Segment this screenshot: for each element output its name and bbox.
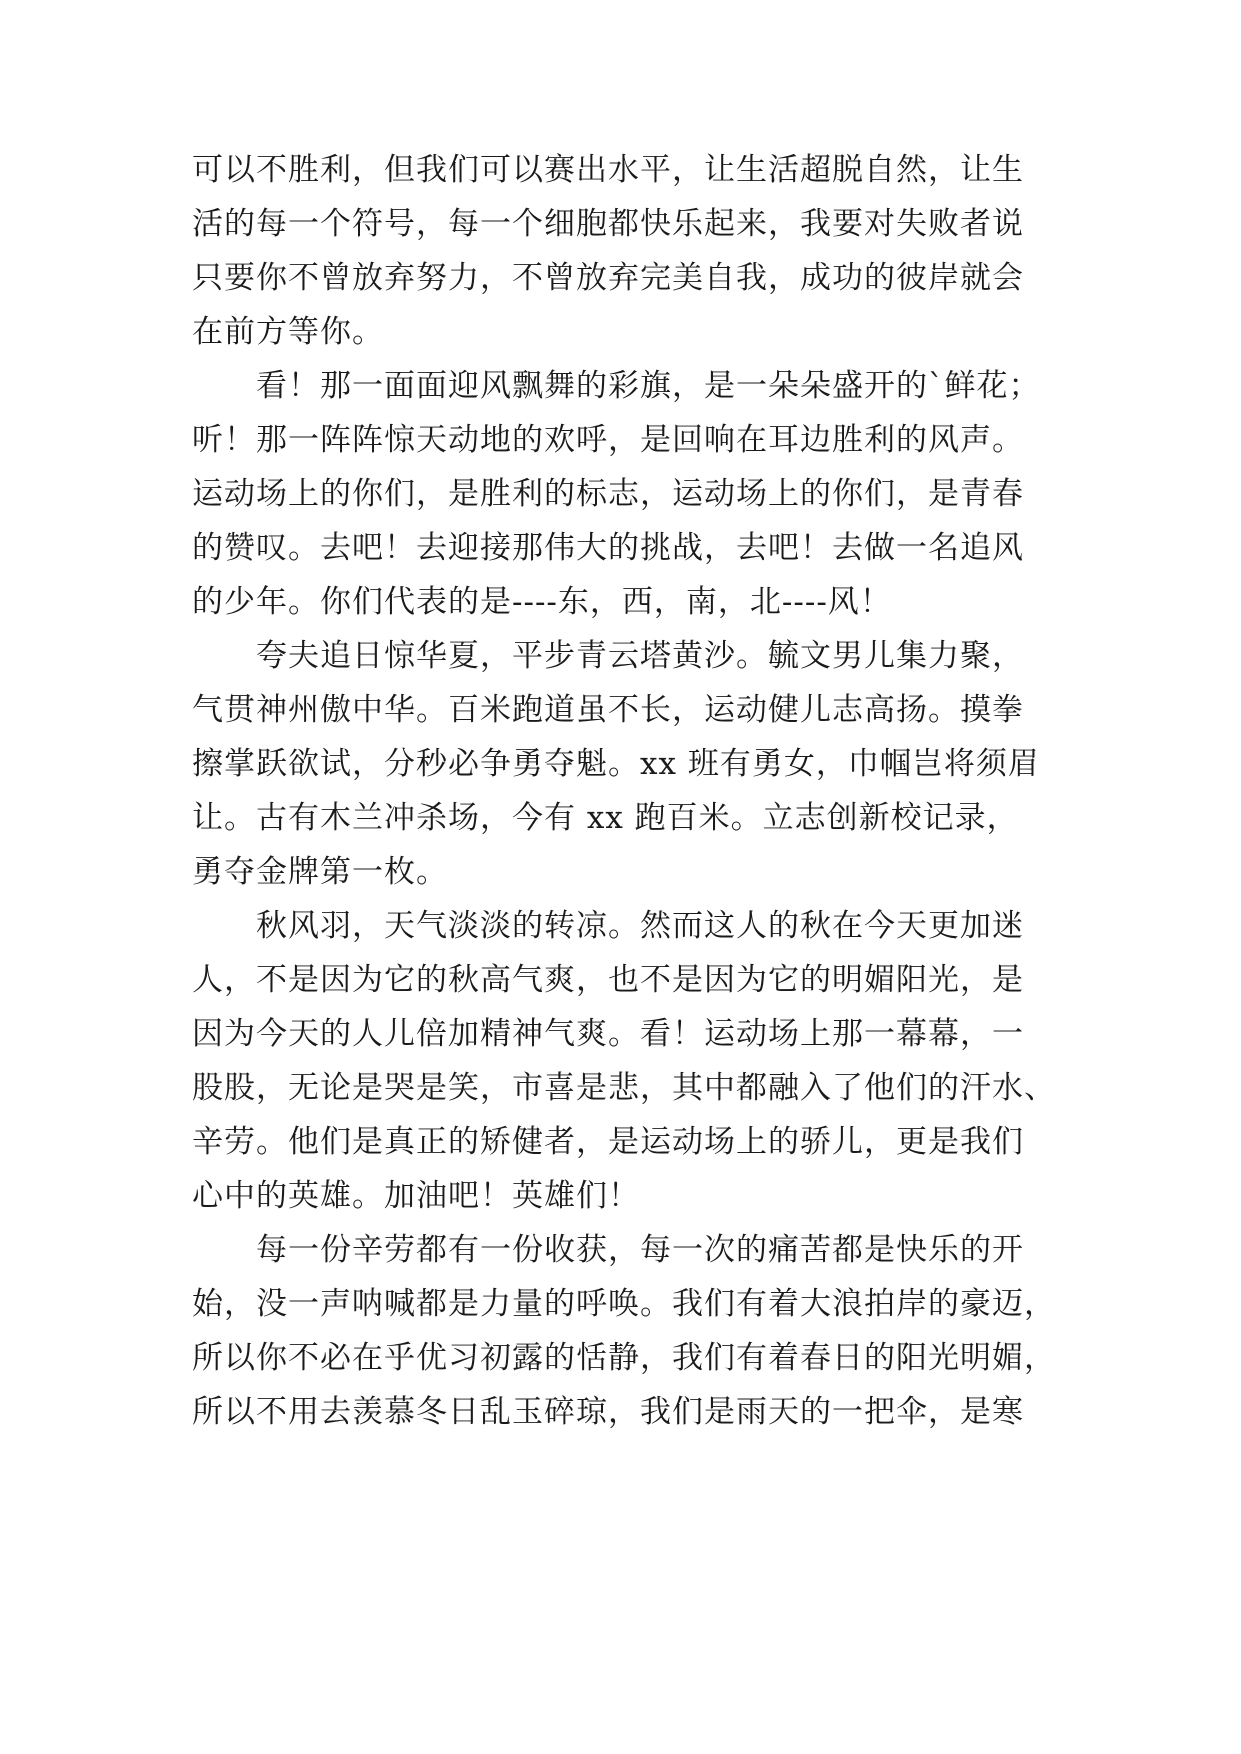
paragraph-first-line: 秋风羽，天气淡淡的转凉。然而这人的秋在今天更加迷 [256, 908, 1024, 944]
text-line: 可以不胜利，但我们可以赛出水平，让生活超脱自然，让生 [192, 152, 1024, 188]
text-line: 勇夺金牌第一枚。 [192, 854, 448, 890]
text-line: 在前方等你。 [192, 314, 384, 350]
paragraph-first-line: 看！那一面面迎风飘舞的彩旗，是一朵朵盛开的`鲜花； [256, 368, 1041, 404]
text-line: 活的每一个符号，每一个细胞都快乐起来，我要对失败者说 [192, 206, 1024, 242]
text-line: 只要你不曾放弃努力，不曾放弃完美自我，成功的彼岸就会 [192, 260, 1024, 296]
paragraph-first-line: 夸夫追日惊华夏，平步青云塔黄沙。毓文男儿集力聚， [256, 638, 1024, 674]
text-line: 气贯神州傲中华。百米跑道虽不长，运动健儿志高扬。摸拳 [192, 692, 1024, 728]
text-line: 的赞叹。去吧！去迎接那伟大的挑战，去吧！去做一名追风 [192, 530, 1024, 566]
text-line: 的少年。你们代表的是----东，西，南，北----风！ [192, 584, 892, 620]
text-line: 运动场上的你们，是胜利的标志，运动场上的你们，是青春 [192, 476, 1024, 512]
text-line: 始，没一声呐喊都是力量的呼唤。我们有着大浪拍岸的豪迈， [192, 1286, 1056, 1322]
text-line: 股股，无论是哭是笑，市喜是悲，其中都融入了他们的汗水、 [192, 1070, 1056, 1106]
text-line: 心中的英雄。加油吧！英雄们！ [192, 1178, 640, 1214]
text-line: 所以你不必在乎优习初露的恬静，我们有着春日的阳光明媚， [192, 1340, 1056, 1376]
text-line: 人，不是因为它的秋高气爽，也不是因为它的明媚阳光，是 [192, 962, 1024, 998]
text-line: 因为今天的人儿倍加精神气爽。看！运动场上那一幕幕，一 [192, 1016, 1024, 1052]
text-line: 擦掌跃欲试，分秒必争勇夺魁。xx 班有勇女，巾帼岂将须眉 [192, 746, 1040, 782]
text-line: 让。古有木兰冲杀场，今有 xx 跑百米。立志创新校记录， [192, 800, 1019, 836]
paragraph-first-line: 每一份辛劳都有一份收获，每一次的痛苦都是快乐的开 [256, 1232, 1024, 1268]
text-line: 听！那一阵阵惊天动地的欢呼，是回响在耳边胜利的风声。 [192, 422, 1024, 458]
text-line: 所以不用去羡慕冬日乱玉碎琼，我们是雨天的一把伞，是寒 [192, 1394, 1024, 1430]
text-line: 辛劳。他们是真正的矫健者，是运动场上的骄儿，更是我们 [192, 1124, 1024, 1160]
